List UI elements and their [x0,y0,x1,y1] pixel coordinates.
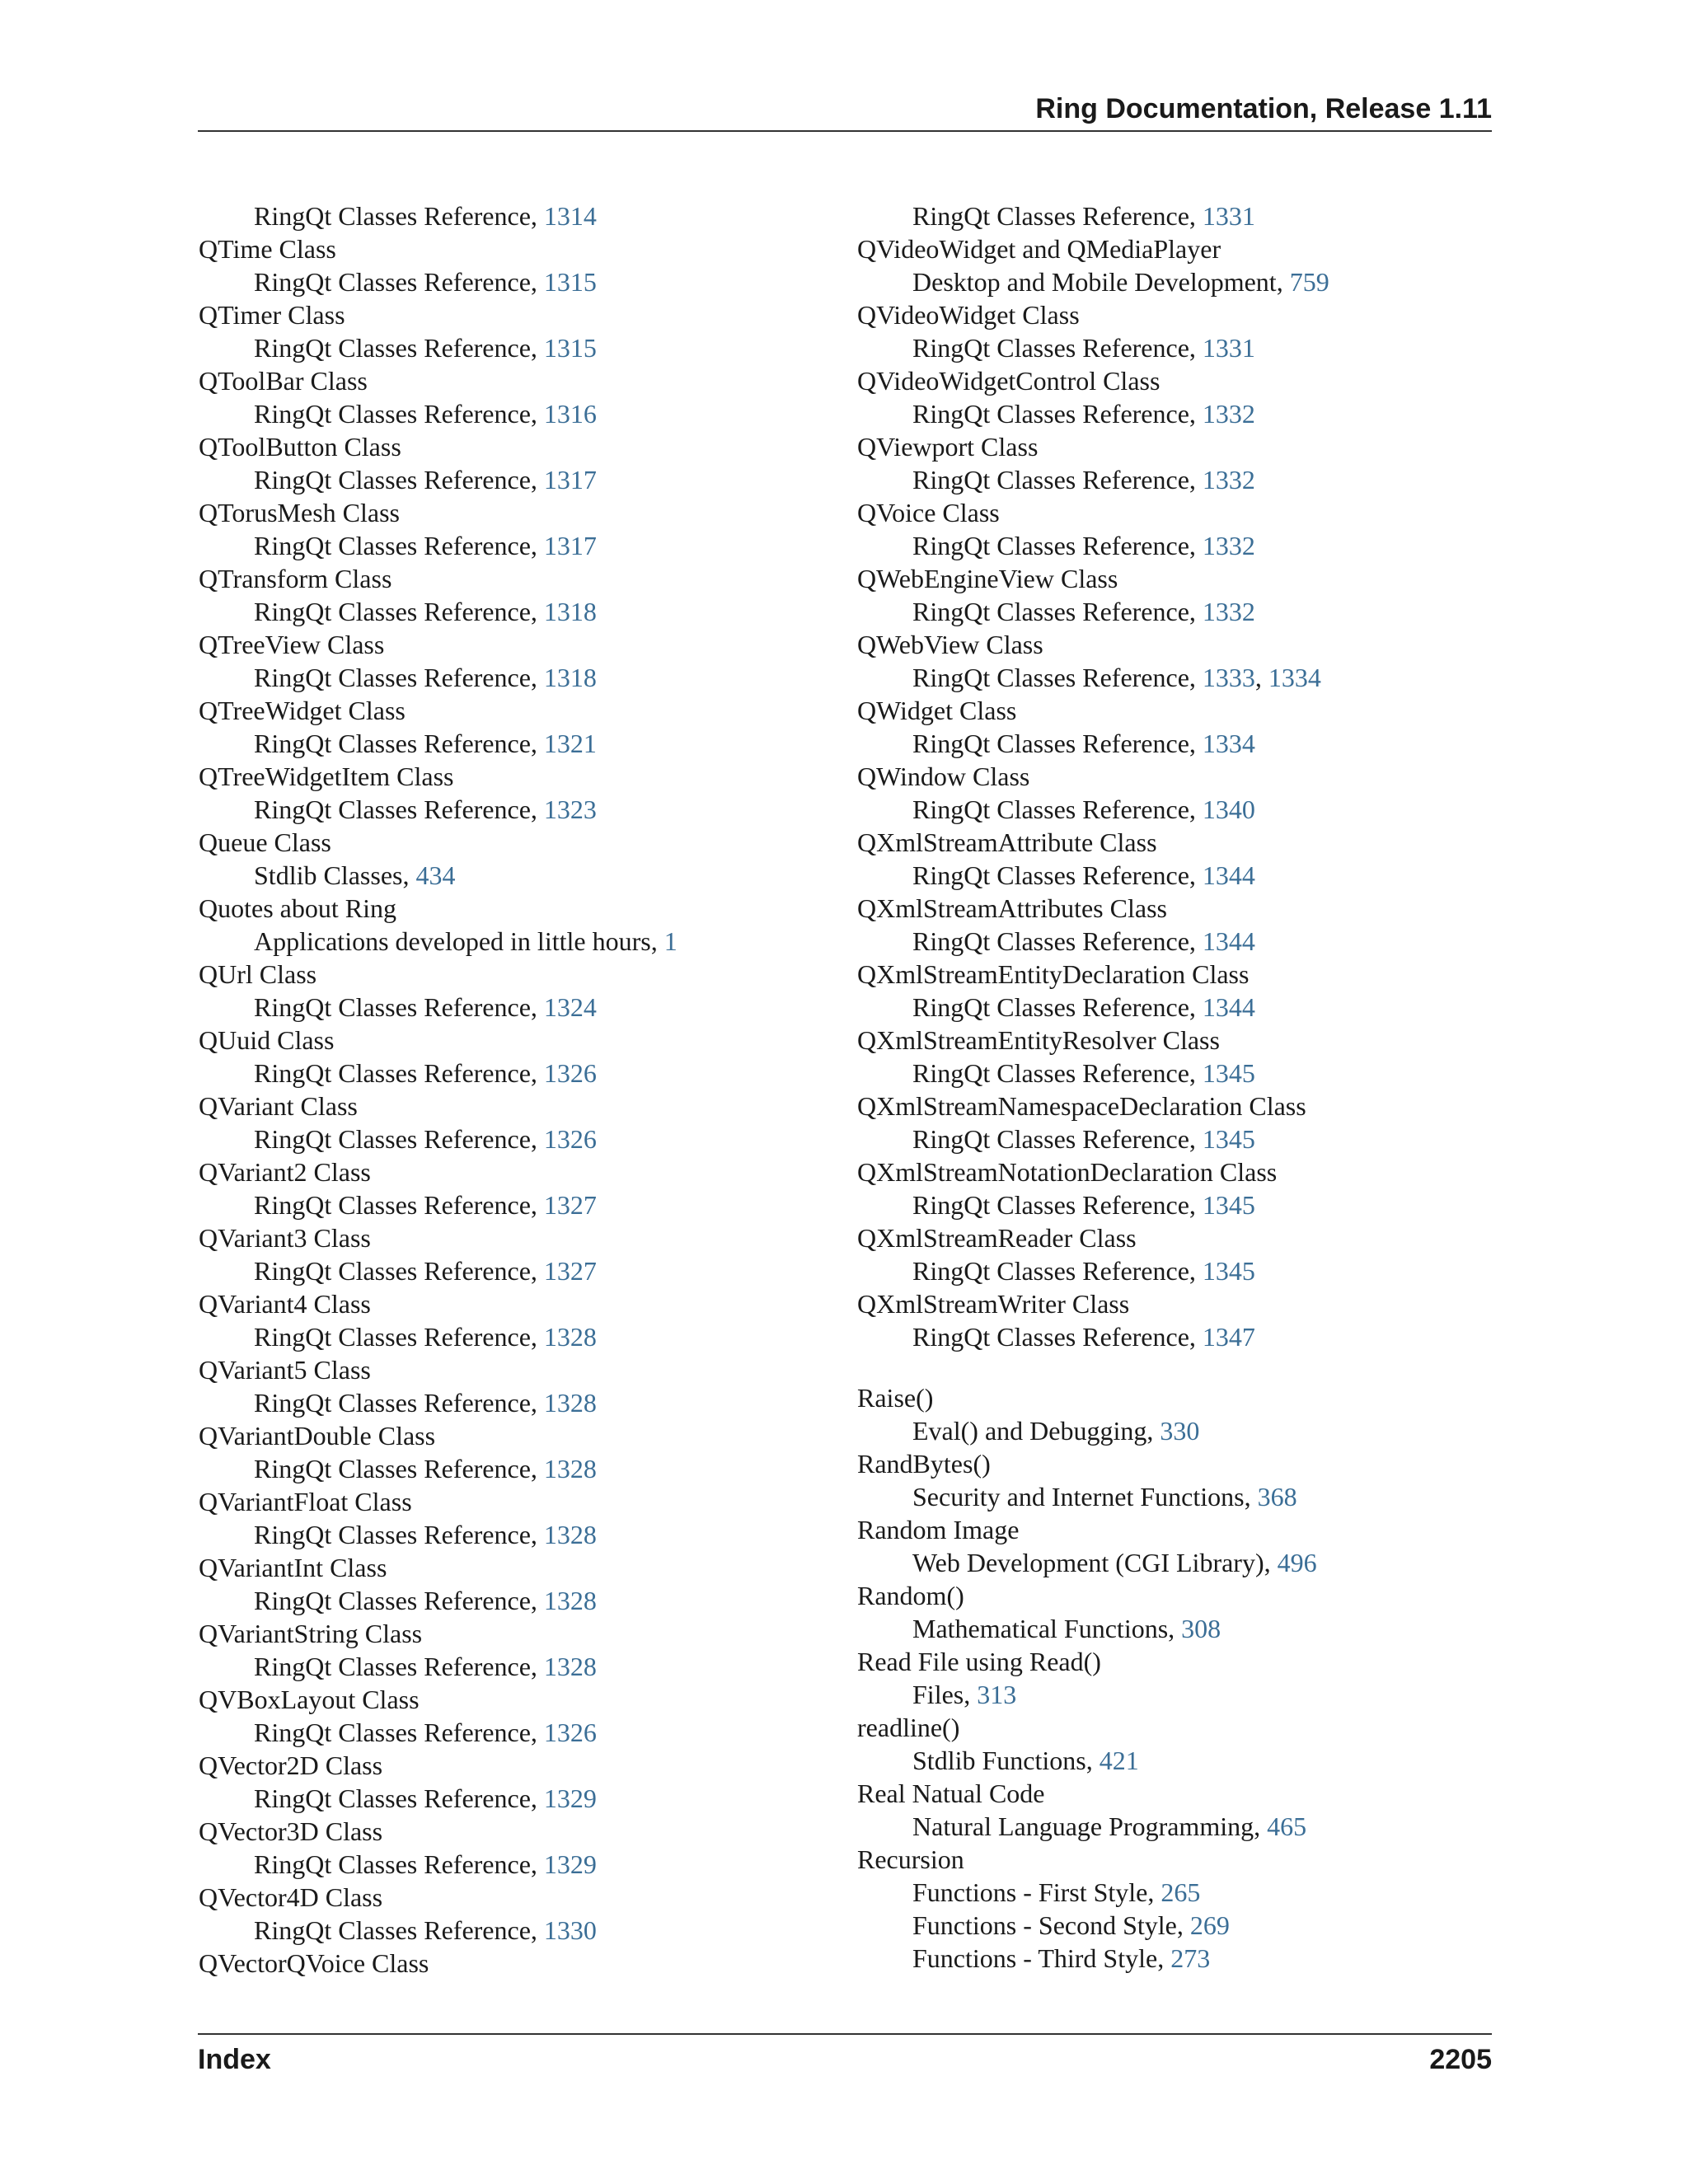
page-reference-link[interactable]: 1327 [543,1256,597,1286]
index-term: QVector3D Class [199,1816,383,1846]
index-subterm: RingQt Classes Reference [254,1652,531,1681]
page-reference-link[interactable]: 1328 [543,1520,597,1549]
index-subterm: Applications developed in little hours [254,926,651,956]
page-reference-link[interactable]: 1329 [543,1783,597,1813]
index-subterm: RingQt Classes Reference [912,465,1189,494]
index-term: Raise() [857,1383,934,1413]
index-subentry: RingQt Classes Reference, 1318 [254,663,597,692]
index-term: QVariantString Class [199,1619,423,1648]
page-reference-link[interactable]: 1315 [543,333,597,363]
index-subentry: RingQt Classes Reference, 1324 [254,992,597,1022]
index-entry [857,1287,1484,1320]
index-subentry: Functions - First Style, 265 [912,1877,1201,1907]
index-subterm: RingQt Classes Reference [912,1058,1189,1088]
index-subterm: RingQt Classes Reference [254,1783,531,1813]
page-reference-link[interactable]: 1329 [543,1849,597,1879]
index-subterm: Functions - Second Style [912,1910,1177,1940]
index-entry [857,1579,1484,1612]
index-subentry: RingQt Classes Reference, 1331 [912,201,1255,231]
index-entry [199,694,825,727]
index-entry [857,1777,1484,1810]
index-subterm: Mathematical Functions [912,1614,1169,1643]
index-subterm: Natural Language Programming [912,1811,1254,1841]
index-subentry: RingQt Classes Reference, 1326 [254,1718,597,1747]
index-subterm: Web Development (CGI Library) [912,1548,1264,1577]
index-subterm: RingQt Classes Reference [912,794,1189,824]
index-subentry: RingQt Classes Reference, 1326 [254,1058,597,1088]
index-subterm: RingQt Classes Reference [254,267,531,297]
index-subentry: RingQt Classes Reference, 1332 [912,399,1255,429]
index-entry [199,760,825,793]
index-term: QVariant Class [199,1091,358,1121]
index-subterm: RingQt Classes Reference [912,1256,1189,1286]
page-reference-link[interactable]: 1345 [1202,1190,1255,1220]
index-subentry: RingQt Classes Reference, 1332 [912,531,1255,560]
index-entry [199,892,825,925]
index-term: QVariantInt Class [199,1553,387,1582]
index-entry [857,958,1484,991]
index-term: Real Natual Code [857,1779,1045,1808]
page-footer [198,2033,1492,2075]
page-reference-link[interactable]: 1332 [1202,597,1255,626]
index-subterm: RingQt Classes Reference [912,531,1189,560]
page-reference-link[interactable]: 1344 [1202,860,1255,890]
index-term: QVideoWidgetControl Class [857,366,1160,396]
index-subentry: Stdlib Classes, 434 [254,860,456,890]
index-subterm: Functions - First Style [912,1877,1148,1907]
index-term: QUuid Class [199,1025,335,1055]
index-term: QXmlStreamNamespaceDeclaration Class [857,1091,1306,1121]
index-term: QToolBar Class [199,366,368,396]
index-entry [199,1551,825,1584]
index-entry [199,298,825,331]
page-reference-link[interactable]: 1347 [1202,1322,1255,1352]
page-reference-link[interactable]: 1318 [543,663,597,692]
index-term: QViewport Class [857,432,1039,462]
page-reference-link[interactable]: 421 [1099,1746,1139,1775]
index-subentry: RingQt Classes Reference, 1328 [254,1322,597,1352]
index-subterm: RingQt Classes Reference [912,992,1189,1022]
index-term: Quotes about Ring [199,893,396,923]
index-subentry: RingQt Classes Reference, 1328 [254,1454,597,1483]
index-subentry: RingQt Classes Reference, 1344 [912,860,1255,890]
index-subentry: RingQt Classes Reference, 1345 [912,1190,1255,1220]
page-reference-link[interactable]: 330 [1160,1416,1200,1446]
page-reference-link[interactable]: 434 [415,860,456,890]
index-subterm: RingQt Classes Reference [254,1520,531,1549]
index-entry [199,628,825,661]
page-reference-link[interactable]: 1317 [543,531,597,560]
index-term: QTreeWidget Class [199,696,406,725]
page-reference-link[interactable]: 1328 [543,1586,597,1615]
index-entry [199,1947,825,1980]
index-subentry: RingQt Classes Reference, 1327 [254,1256,597,1286]
index-subentry: RingQt Classes Reference, 1316 [254,399,597,429]
index-subentry: RingQt Classes Reference, 1328 [254,1388,597,1418]
index-subterm: RingQt Classes Reference [912,663,1189,692]
index-term: QVoice Class [857,498,1000,527]
index-term: Recursion [857,1844,964,1874]
index-entry [199,232,825,265]
index-subterm: RingQt Classes Reference [912,399,1189,429]
page-reference-link[interactable]: 1328 [543,1454,597,1483]
index-subentry: RingQt Classes Reference, 1327 [254,1190,597,1220]
index-subentry: Applications developed in little hours, 1 [254,926,678,956]
index-subentry: Web Development (CGI Library), 496 [912,1548,1317,1577]
index-entry [857,1645,1484,1678]
index-subterm: Stdlib Functions [912,1746,1086,1775]
index-column-right [857,199,1484,1975]
index-entry [199,364,825,397]
index-entry [857,1843,1484,1876]
index-entry [199,1683,825,1716]
index-entry [857,1155,1484,1188]
index-term: QUrl Class [199,959,317,989]
index-subterm: RingQt Classes Reference [254,1322,531,1352]
index-subentry: RingQt Classes Reference, 1328 [254,1652,597,1681]
index-entry [199,1353,825,1386]
index-entry [857,1711,1484,1744]
index-term: QXmlStreamAttributes Class [857,893,1167,923]
index-entry [199,1024,825,1057]
index-term: QTreeView Class [199,630,385,659]
index-subentry: RingQt Classes Reference, 1332 [912,465,1255,494]
index-term: Random() [857,1581,964,1610]
index-term: Read File using Read() [857,1647,1101,1676]
index-subterm: RingQt Classes Reference [254,399,531,429]
index-subentry: RingQt Classes Reference, 1334 [912,729,1255,758]
index-subterm: RingQt Classes Reference [912,860,1189,890]
index-subentry: RingQt Classes Reference, 1329 [254,1849,597,1879]
index-subentry: Natural Language Programming, 465 [912,1811,1307,1841]
index-subterm: RingQt Classes Reference [254,1454,531,1483]
page-reference-link[interactable]: 1334 [1268,663,1321,692]
index-subterm: RingQt Classes Reference [912,1190,1189,1220]
index-entry [857,496,1484,529]
index-entry [857,826,1484,859]
index-term: QTorusMesh Class [199,498,400,527]
index-entry [857,1513,1484,1546]
page-reference-link[interactable]: 1334 [1202,729,1255,758]
index-subentry: RingQt Classes Reference, 1321 [254,729,597,758]
page-reference-link[interactable]: 1318 [543,597,597,626]
index-term: QVector2D Class [199,1750,383,1780]
page-reference-link[interactable]: 1332 [1202,465,1255,494]
index-subentry: RingQt Classes Reference, 1332 [912,597,1255,626]
index-subentry: Functions - Second Style, 269 [912,1910,1230,1940]
page-reference-link[interactable]: 1328 [543,1322,597,1352]
index-subterm: RingQt Classes Reference [254,1058,531,1088]
index-term: QWebEngineView Class [857,564,1118,593]
page-reference-link[interactable]: 1331 [1202,201,1255,231]
index-entry [199,1749,825,1782]
index-entry [857,298,1484,331]
index-term: readline() [857,1713,960,1742]
index-term: QXmlStreamAttribute Class [857,827,1157,857]
page-reference-link[interactable]: 308 [1181,1614,1221,1643]
page-reference-link[interactable]: 313 [977,1680,1017,1709]
index-subterm: RingQt Classes Reference [912,201,1189,231]
index-subentry: Desktop and Mobile Development, 759 [912,267,1329,297]
index-term: QVector4D Class [199,1882,383,1912]
index-subterm: RingQt Classes Reference [254,1388,531,1418]
index-entry [199,1815,825,1848]
page-reference-link[interactable]: 1328 [543,1652,597,1681]
page-reference-link[interactable]: 1323 [543,794,597,824]
index-subterm: RingQt Classes Reference [254,1915,531,1945]
index-subentry: RingQt Classes Reference, 1328 [254,1520,597,1549]
index-subentry: RingQt Classes Reference, 1340 [912,794,1255,824]
index-term: QWidget Class [857,696,1017,725]
index-entry [857,628,1484,661]
index-term: QVideoWidget Class [857,300,1080,330]
index-subterm: RingQt Classes Reference [912,597,1189,626]
index-entry [199,1155,825,1188]
index-subentry: RingQt Classes Reference, 1345 [912,1124,1255,1154]
index-subterm: RingQt Classes Reference [254,794,531,824]
page-reference-link[interactable]: 1324 [543,992,597,1022]
page-reference-link[interactable]: 1330 [543,1915,597,1945]
index-subterm: RingQt Classes Reference [254,1718,531,1747]
index-subentry: RingQt Classes Reference, 1314 [254,201,597,231]
index-subentry: Mathematical Functions, 308 [912,1614,1221,1643]
page-reference-link[interactable]: 1316 [543,399,597,429]
index-subterm: Security and Internet Functions [912,1482,1245,1511]
index-subentry: RingQt Classes Reference, 1347 [912,1322,1255,1352]
index-subentry: RingQt Classes Reference, 1328 [254,1586,597,1615]
page-reference-link[interactable]: 1332 [1202,399,1255,429]
index-term: QVariant4 Class [199,1289,371,1319]
index-entry [199,1485,825,1518]
index-entry [857,694,1484,727]
index-subentry: RingQt Classes Reference, 1345 [912,1058,1255,1088]
index-term: QVariant5 Class [199,1355,371,1385]
index-entry [199,496,825,529]
page-reference-link[interactable]: 1327 [543,1190,597,1220]
index-entry [199,1090,825,1122]
index-term: QXmlStreamNotationDeclaration Class [857,1157,1278,1187]
page-header [198,92,1492,132]
index-term: Random Image [857,1515,1020,1544]
page-reference-link[interactable]: 1314 [543,201,597,231]
page-reference-link[interactable]: 1326 [543,1124,597,1154]
index-entry [857,1024,1484,1057]
page-reference-link[interactable]: 465 [1267,1811,1307,1841]
index-entry [199,1287,825,1320]
page-reference-link[interactable]: 1345 [1202,1256,1255,1286]
index-subterm: RingQt Classes Reference [254,531,531,560]
index-term: QTransform Class [199,564,392,593]
index-subterm: Eval() and Debugging [912,1416,1147,1446]
index-term: RandBytes() [857,1449,991,1479]
index-subterm: RingQt Classes Reference [254,333,531,363]
index-term: QVariantFloat Class [199,1487,412,1516]
page-reference-link[interactable]: 1331 [1202,333,1255,363]
index-subterm: RingQt Classes Reference [254,992,531,1022]
page-reference-link[interactable]: 1326 [543,1058,597,1088]
index-subentry: RingQt Classes Reference, 1330 [254,1915,597,1945]
page-reference-link[interactable]: 1345 [1202,1058,1255,1088]
index-subentry: Files, 313 [912,1680,1017,1709]
index-entry [199,958,825,991]
index-subentry: Security and Internet Functions, 368 [912,1482,1297,1511]
index-term: QWebView Class [857,630,1043,659]
index-subentry: RingQt Classes Reference, 1318 [254,597,597,626]
page-reference-link[interactable]: 1340 [1202,794,1255,824]
page-reference-link[interactable]: 265 [1160,1877,1201,1907]
index-column-left [199,199,825,1980]
page-reference-link[interactable]: 269 [1189,1910,1230,1940]
page-reference-link[interactable]: 759 [1289,267,1329,297]
index-subterm: RingQt Classes Reference [254,465,531,494]
page-reference-link[interactable]: 1326 [543,1718,597,1747]
index-subterm: RingQt Classes Reference [912,333,1189,363]
index-term: QTreeWidgetItem Class [199,762,454,791]
page-reference-link[interactable]: 1332 [1202,531,1255,560]
page-reference-link[interactable]: 1328 [543,1388,597,1418]
footer-page-number: 2205 [1429,2044,1492,2075]
index-term: QVariant2 Class [199,1157,371,1187]
index-subentry: Eval() and Debugging, 330 [912,1416,1200,1446]
page-reference-link[interactable]: 1333 [1202,663,1255,692]
index-subterm: RingQt Classes Reference [254,1586,531,1615]
running-header-title: Ring Documentation, Release 1.11 [1035,93,1492,124]
index-term: QVariantDouble Class [199,1421,436,1451]
index-term: QVideoWidget and QMediaPlayer [857,234,1221,264]
page-reference-link[interactable]: 1344 [1202,992,1255,1022]
index-term: Queue Class [199,827,331,857]
index-subentry: Stdlib Functions, 421 [912,1746,1139,1775]
index-subterm: RingQt Classes Reference [254,663,531,692]
index-term: QVectorQVoice Class [199,1948,429,1978]
index-entry [199,562,825,595]
index-entry [199,1617,825,1650]
index-term: QXmlStreamWriter Class [857,1289,1130,1319]
index-term: QVariant3 Class [199,1223,371,1253]
index-subterm: RingQt Classes Reference [912,729,1189,758]
page-reference-link[interactable]: 368 [1257,1482,1297,1511]
index-entry [199,1221,825,1254]
index-subterm: RingQt Classes Reference [912,926,1189,956]
index-subentry: RingQt Classes Reference, 1344 [912,926,1255,956]
index-subentry: RingQt Classes Reference, 1323 [254,794,597,824]
index-subterm: RingQt Classes Reference [912,1124,1189,1154]
index-subterm: Stdlib Classes [254,860,403,890]
page-reference-link[interactable]: 1321 [543,729,597,758]
index-subentry: Functions - Third Style, 273 [912,1943,1211,1973]
index-subterm: RingQt Classes Reference [254,1124,531,1154]
page-reference-link[interactable]: 496 [1277,1548,1317,1577]
footer-section-name: Index [198,2044,271,2075]
index-entry [857,1090,1484,1122]
index-subterm: RingQt Classes Reference [254,1256,531,1286]
index-entry [857,430,1484,463]
index-subentry: RingQt Classes Reference, 1345 [912,1256,1255,1286]
index-entry [199,1881,825,1914]
index-entry [857,1381,1484,1414]
index-subentry: RingQt Classes Reference, 1317 [254,465,597,494]
index-term: QXmlStreamEntityDeclaration Class [857,959,1250,989]
index-subterm: RingQt Classes Reference [254,201,531,231]
page-reference-link[interactable]: 1 [663,926,678,956]
index-entry [857,232,1484,265]
index-subentry: RingQt Classes Reference, 1315 [254,267,597,297]
index-subterm: RingQt Classes Reference [254,597,531,626]
page-reference-link[interactable]: 1315 [543,267,597,297]
index-term: QTimer Class [199,300,345,330]
index-entry [857,1447,1484,1480]
index-entry [199,826,825,859]
index-subterm: RingQt Classes Reference [912,1322,1189,1352]
index-subterm: Files [912,1680,964,1709]
index-term: QWindow Class [857,762,1030,791]
index-entry [857,364,1484,397]
index-subentry: RingQt Classes Reference, 1315 [254,333,597,363]
index-entry [857,1221,1484,1254]
index-term: QTime Class [199,234,336,264]
index-subterm: Desktop and Mobile Development [912,267,1277,297]
index-term: QToolButton Class [199,432,401,462]
index-subterm: Functions - Third Style [912,1943,1158,1973]
index-entry [857,760,1484,793]
index-entry [857,562,1484,595]
index-entry [199,430,825,463]
index-subentry: RingQt Classes Reference, 1326 [254,1124,597,1154]
index-term: QXmlStreamReader Class [857,1223,1137,1253]
index-entry [199,1419,825,1452]
index-subentry: RingQt Classes Reference, 1317 [254,531,597,560]
index-entry [857,892,1484,925]
index-subentry: RingQt Classes Reference, 1344 [912,992,1255,1022]
page-reference-link[interactable]: 273 [1170,1943,1211,1973]
index-subentry: RingQt Classes Reference, 1331 [912,333,1255,363]
index-subentry: RingQt Classes Reference, 1329 [254,1783,597,1813]
index-term: QXmlStreamEntityResolver Class [857,1025,1220,1055]
page-reference-link[interactable]: 1344 [1202,926,1255,956]
index-subterm: RingQt Classes Reference [254,1849,531,1879]
index-subentry: RingQt Classes Reference, 1333, 1334 [912,663,1321,692]
index-term: QVBoxLayout Class [199,1685,420,1714]
page-reference-link[interactable]: 1317 [543,465,597,494]
letter-group-gap [857,1353,1484,1381]
page-reference-link[interactable]: 1345 [1202,1124,1255,1154]
index-subterm: RingQt Classes Reference [254,1190,531,1220]
index-subterm: RingQt Classes Reference [254,729,531,758]
